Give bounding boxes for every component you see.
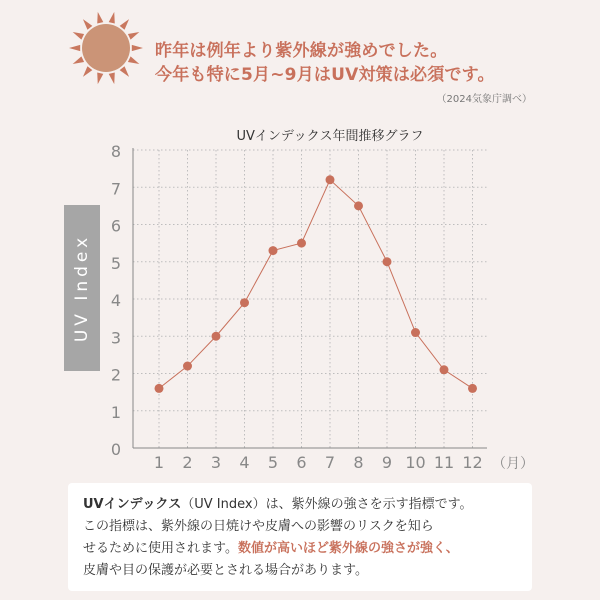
y-tick-label: 5 — [110, 253, 122, 273]
info-line-2: この指標は、紫外線の日焼けや皮膚への影響のリスクを知ら — [83, 519, 434, 534]
data-point — [354, 201, 363, 210]
data-point — [212, 332, 221, 341]
info-line-1 — [83, 495, 473, 515]
x-tick-label: 10 — [405, 453, 426, 472]
info-line-1-rest: （UV Index）は、紫外線の強さを示す指標です。 — [181, 497, 473, 512]
y-tick-label: 3 — [110, 328, 122, 348]
x-tick-label: 9 — [381, 453, 393, 472]
x-tick-label: 6 — [296, 453, 307, 472]
headline-line-1: 昨年は例年より紫外線が強めでした。 — [155, 41, 448, 61]
series-line — [159, 180, 473, 389]
info-line-3 — [83, 539, 459, 559]
data-point — [240, 298, 249, 307]
y-tick-label: 2 — [110, 365, 122, 385]
x-tick-label: 4 — [239, 453, 250, 472]
x-tick-label: 1 — [153, 453, 165, 472]
data-point — [297, 239, 306, 248]
data-point — [155, 384, 164, 393]
info-highlight: 数値が高いほど紫外線の強さが強く、 — [237, 541, 459, 556]
x-tick-label: 8 — [353, 453, 364, 472]
headline-line-2: 今年も特に5月~9月はUV対策は必須です。 — [155, 65, 495, 85]
x-tick-label: 2 — [182, 453, 193, 472]
info-line-3-normal: せるために使用されます。 — [83, 541, 238, 556]
y-tick-label: 4 — [110, 291, 122, 310]
data-point — [468, 384, 477, 393]
info-line-4: 皮膚や目の保護が必要とされる場合があります。 — [83, 563, 368, 578]
y-tick-label: 8 — [110, 142, 122, 161]
x-tick-label: 5 — [267, 453, 279, 472]
data-point — [269, 246, 278, 255]
y-axis-label: UV Index — [72, 233, 92, 343]
x-tick-label: 11 — [433, 453, 455, 472]
chart-title: UVインデックス年間推移グラフ — [236, 129, 424, 144]
data-point — [326, 175, 335, 184]
data-point — [440, 365, 449, 374]
y-tick-label: 0 — [110, 440, 122, 459]
data-point — [383, 257, 392, 266]
source-note: （2024気象庁調べ） — [436, 94, 532, 105]
y-tick-label: 7 — [110, 179, 122, 199]
y-tick-label: 1 — [110, 402, 122, 422]
x-unit-label: （月） — [492, 456, 534, 472]
info-term: UVインデックス — [83, 497, 182, 512]
data-point — [411, 328, 420, 337]
x-tick-label: 7 — [324, 453, 336, 472]
data-point — [183, 362, 192, 371]
y-tick-label: 6 — [110, 216, 122, 236]
x-tick-label: 12 — [462, 453, 483, 472]
x-tick-label: 3 — [210, 453, 222, 472]
info-box — [68, 483, 532, 591]
